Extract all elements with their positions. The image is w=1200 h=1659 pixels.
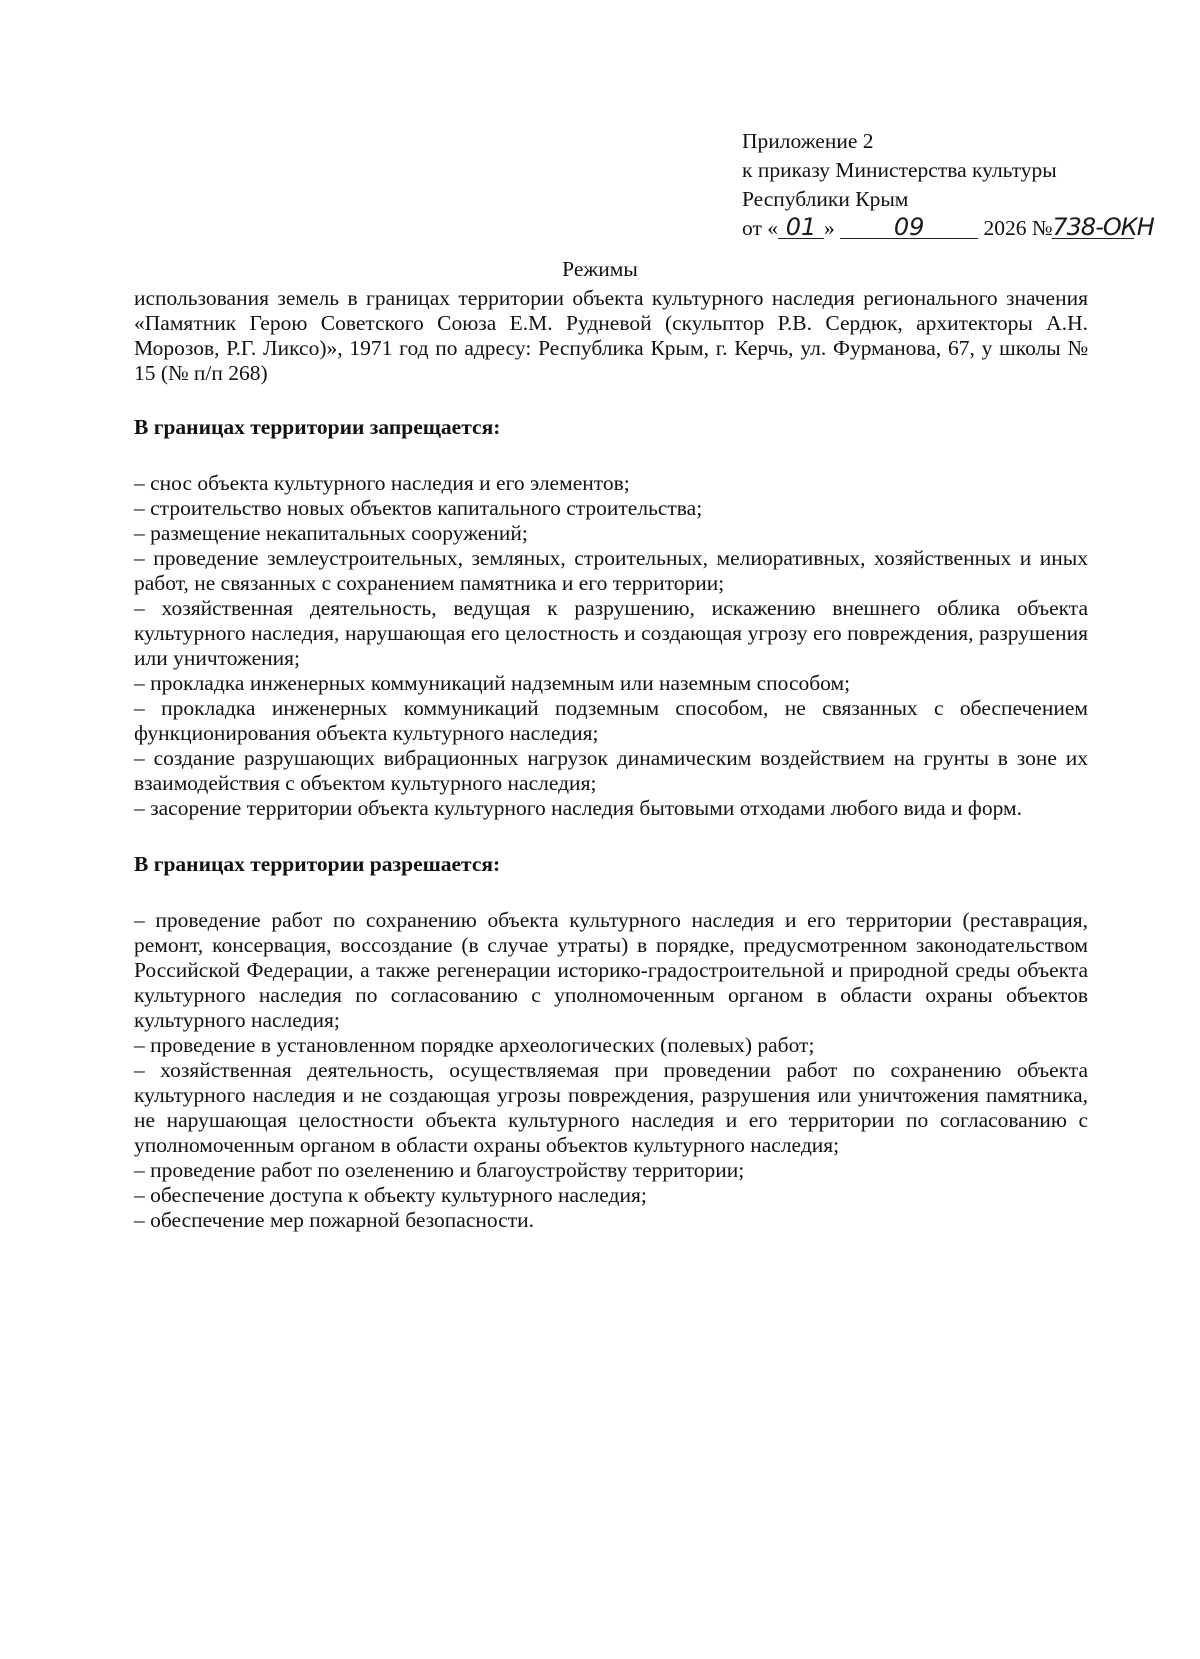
document-title: Режимы [562, 257, 638, 281]
appendix-line-2: к приказу Министерства культуры [742, 158, 1057, 182]
date-prefix: от « [742, 216, 778, 240]
prohibited-item: – размещение некапитальных сооружений; [134, 521, 528, 545]
permitted-item: – проведение в установленном порядке археологических (полевых) работ; [134, 1033, 815, 1057]
prohibited-list [134, 471, 1088, 821]
document-body [134, 286, 1088, 1264]
permitted-item: – хозяйственная деятельность, осуществляемая при проведении работ по сохранению объекта культурного наследия и не создающая угрозы повреждения, разрушения или уничтожения памятника, не нарушающая целостности объекта культурного наследия и его территории по согласованию с уполномоченным органом в области охраны объектов культурного наследия; [134, 1058, 1088, 1157]
date-day-handwritten: 01 [778, 216, 824, 239]
prohibited-item: – засорение территории объекта культурного наследия бытовыми отходами любого вида и форм. [134, 796, 1022, 820]
order-number-handwritten: 738-ОКН [1052, 213, 1154, 241]
prohibited-item: – создание разрушающих вибрационных нагрузок динамическим воздействием на грунты в зоне их взаимодействия с объектом культурного наследия; [134, 746, 1088, 795]
prohibited-heading: В границах территории запрещается: [134, 415, 501, 439]
appendix-line-1: Приложение 2 [742, 129, 874, 153]
appendix-header [742, 127, 1162, 243]
prohibited-item: – прокладка инженерных коммуникаций надземным или наземным способом; [134, 671, 851, 695]
prohibited-item: – проведение землеустроительных, земляных, строительных, мелиоративных, хозяйственных и иных работ, не связанных с сохранением памятника и его территории; [134, 546, 1088, 595]
permitted-item: – обеспечение мер пожарной безопасности. [134, 1208, 535, 1232]
order-date-line [742, 214, 1162, 243]
prohibited-item: – хозяйственная деятельность, ведущая к разрушению, искажению внешнего облика объекта культурного наследия, нарушающая его целостность и создающая угрозу его повреждения, разрушения или уничтожения; [134, 596, 1088, 670]
permitted-list [134, 908, 1088, 1233]
prohibited-item: – строительство новых объектов капитального строительства; [134, 496, 703, 520]
permitted-item: – проведение работ по сохранению объекта культурного наследия и его территории (реставрация, ремонт, консервация, воссоздание (в случае утраты) в порядке, предусмотренном законодательством Российской Федерации, а также регенерации историко-градостроительной и природной среды объекта культурного наследия по согласованию с уполномоченным органом в области охраны объектов культурного наследия; [134, 908, 1088, 1032]
date-month-handwritten: 09 [840, 216, 978, 239]
prohibited-item: – прокладка инженерных коммуникаций подземным способом, не связанных с обеспечением функционирования объекта культурного наследия; [134, 696, 1088, 745]
prohibited-item: – снос объекта культурного наследия и его элементов; [134, 471, 630, 495]
permitted-item: – проведение работ по озеленению и благоустройству территории; [134, 1158, 745, 1182]
date-quote-close: » [824, 216, 835, 240]
date-year: 2026 № [983, 216, 1053, 240]
appendix-line-3: Республики Крым [742, 187, 909, 211]
permitted-heading: В границах территории разрешается: [134, 852, 501, 876]
permitted-item: – обеспечение доступа к объекту культурного наследия; [134, 1183, 647, 1207]
document-subject: использования земель в границах территории объекта культурного наследия регионального значения «Памятник Герою Советского Союза Е.М. Рудневой (скульптор Р.В. Сердюк, архитекторы А.Н. Морозов, Р.Г. Ликсо)», 1971 год по адресу: Республика Крым, г. Керчь, ул. Фурманова, 67, у школы № 15 (№ п/п 268) [134, 286, 1088, 385]
